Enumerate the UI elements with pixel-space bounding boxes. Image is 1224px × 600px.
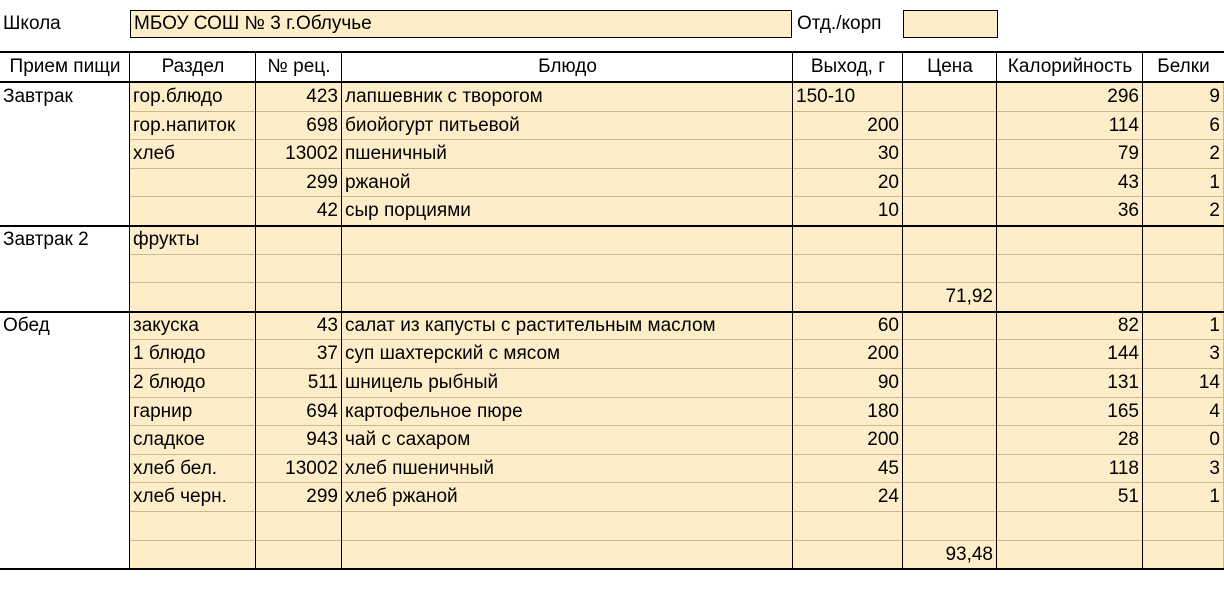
cell-price[interactable] [903,255,997,284]
column-header-cal[interactable]: Калорийность [1007,56,1133,77]
cell-price[interactable] [903,83,997,112]
cell-section[interactable]: хлеб черн. [130,483,256,512]
cell-prot[interactable] [1143,541,1224,570]
breakfast2-group-border [0,311,1224,313]
cell-meal[interactable] [0,398,130,427]
cell-rec[interactable]: 943 [256,426,342,455]
cell-prot[interactable]: 3 [1143,455,1224,484]
column-header-dish[interactable]: Блюдо [538,56,597,77]
school-name-cell[interactable]: МБОУ СОШ № 3 г.Облучье [130,10,792,38]
cell-dish[interactable]: сыр порциями [342,197,793,226]
cell-prot[interactable]: 2 [1143,197,1224,226]
breakfast-group-border [0,225,1224,227]
cell-prot[interactable] [1143,512,1224,541]
cell-dish[interactable] [342,255,793,284]
cell-cal[interactable]: 144 [997,340,1143,369]
cell-meal[interactable] [0,197,130,226]
cell-cal[interactable] [997,541,1143,570]
cell-yield[interactable]: 30 [793,140,903,169]
cell-cal[interactable]: 79 [997,140,1143,169]
cell-meal[interactable] [0,169,130,198]
cell-rec[interactable]: 42 [256,197,342,226]
cell-dish[interactable] [342,541,793,570]
cell-rec[interactable] [256,541,342,570]
header-bottom-border [0,81,1224,83]
cell-section[interactable]: хлеб [130,140,256,169]
cell-price[interactable] [903,140,997,169]
lunch-group-border [0,568,1224,570]
cell-yield[interactable] [793,255,903,284]
cell-prot[interactable]: 4 [1143,398,1224,427]
cell-price[interactable] [903,455,997,484]
column-header-price[interactable]: Цена [927,56,973,77]
cell-yield[interactable] [793,541,903,570]
cell-price[interactable]: 71,92 [903,283,997,312]
cell-yield[interactable]: 200 [793,112,903,141]
cell-price[interactable] [903,340,997,369]
cell-dish[interactable]: биойогурт питьевой [342,112,793,141]
cell-section[interactable] [130,541,256,570]
column-separator [792,51,793,569]
cell-prot[interactable]: 0 [1143,426,1224,455]
cell-rec[interactable] [256,283,342,312]
cell-yield[interactable] [793,283,903,312]
cell-dish[interactable]: шницель рыбный [342,369,793,398]
cell-prot[interactable]: 1 [1143,483,1224,512]
cell-cal[interactable]: 43 [997,169,1143,198]
cell-meal[interactable] [0,255,130,284]
cell-price[interactable] [903,426,997,455]
cell-meal[interactable]: Завтрак [3,86,73,107]
header-top-border [0,51,1224,53]
cell-dish[interactable]: салат из капусты с растительным маслом [342,312,793,341]
cell-section[interactable]: 2 блюдо [130,369,256,398]
cell-cal[interactable]: 51 [997,483,1143,512]
cell-price[interactable] [903,226,997,255]
cell-yield[interactable]: 150-10 [793,83,903,112]
cell-cal[interactable] [997,512,1143,541]
cell-meal[interactable] [0,483,130,512]
cell-section[interactable]: сладкое [130,426,256,455]
cell-yield[interactable]: 90 [793,369,903,398]
cell-rec[interactable]: 13002 [256,140,342,169]
cell-prot[interactable] [1143,283,1224,312]
cell-dish[interactable]: лапшевник с творогом [342,83,793,112]
cell-prot[interactable] [1143,226,1224,255]
column-separator [1142,51,1143,569]
cell-cal[interactable] [997,226,1143,255]
cell-prot[interactable]: 6 [1143,112,1224,141]
column-header-meal[interactable]: Прием пищи [9,56,121,77]
cell-dish[interactable]: картофельное пюре [342,398,793,427]
cell-section[interactable] [130,197,256,226]
cell-yield[interactable]: 10 [793,197,903,226]
cell-dish[interactable] [342,512,793,541]
cell-cal[interactable] [997,283,1143,312]
cell-yield[interactable]: 45 [793,455,903,484]
school-label: Школа [3,13,61,34]
cell-cal[interactable]: 296 [997,83,1143,112]
cell-rec[interactable]: 37 [256,340,342,369]
cell-dish[interactable]: чай с сахаром [342,426,793,455]
cell-dish[interactable]: хлеб ржаной [342,483,793,512]
cell-section[interactable]: фрукты [130,226,256,255]
cell-yield[interactable]: 200 [793,426,903,455]
cell-rec[interactable]: 299 [256,169,342,198]
cell-price[interactable] [903,483,997,512]
cell-yield[interactable]: 24 [793,483,903,512]
cell-prot[interactable]: 1 [1143,312,1224,341]
cell-dish[interactable]: хлеб пшеничный [342,455,793,484]
column-separator [341,51,342,569]
cell-yield[interactable] [793,512,903,541]
cell-rec[interactable] [256,255,342,284]
cell-section[interactable]: гор.блюдо [130,83,256,112]
column-separator [129,51,130,569]
column-header-section[interactable]: Раздел [161,56,225,77]
column-separator [996,51,997,569]
cell-yield[interactable] [793,226,903,255]
cell-rec[interactable]: 13002 [256,455,342,484]
cell-price[interactable]: 93,48 [903,541,997,570]
cell-meal[interactable] [0,512,130,541]
cell-section[interactable] [130,283,256,312]
cell-price[interactable] [903,398,997,427]
column-header-rec[interactable]: № рец. [267,56,331,77]
cell-meal[interactable]: Завтрак 2 [3,229,89,250]
cell-rec[interactable]: 299 [256,483,342,512]
cell-cal[interactable]: 114 [997,112,1143,141]
cell-cal[interactable]: 36 [997,197,1143,226]
cell-meal[interactable] [0,426,130,455]
cell-dish[interactable]: суп шахтерский с мясом [342,340,793,369]
cell-price[interactable] [903,169,997,198]
cell-prot[interactable]: 14 [1143,369,1224,398]
cell-prot[interactable]: 2 [1143,140,1224,169]
cell-meal[interactable] [0,455,130,484]
cell-section[interactable] [130,255,256,284]
cell-yield[interactable]: 200 [793,340,903,369]
cell-meal[interactable] [0,541,130,570]
cell-rec[interactable] [256,512,342,541]
cell-cal[interactable]: 28 [997,426,1143,455]
cell-price[interactable] [903,512,997,541]
cell-prot[interactable] [1143,255,1224,284]
cell-dish[interactable]: пшеничный [342,140,793,169]
dept-label: Отд./корп [797,13,882,34]
column-header-yield[interactable]: Выход, г [810,56,886,77]
cell-cal[interactable]: 82 [997,312,1143,341]
cell-prot[interactable]: 3 [1143,340,1224,369]
cell-section[interactable] [130,512,256,541]
cell-rec[interactable]: 423 [256,83,342,112]
cell-price[interactable] [903,112,997,141]
cell-price[interactable] [903,197,997,226]
cell-yield[interactable]: 60 [793,312,903,341]
cell-cal[interactable] [997,255,1143,284]
cell-cal[interactable]: 118 [997,455,1143,484]
cell-yield[interactable]: 20 [793,169,903,198]
cell-rec[interactable]: 511 [256,369,342,398]
cell-section[interactable]: хлеб бел. [130,455,256,484]
column-header-prot[interactable]: Белки [1157,56,1210,77]
cell-prot[interactable]: 1 [1143,169,1224,198]
cell-meal[interactable]: Обед [3,314,50,336]
column-separator [255,51,256,569]
cell-meal[interactable] [0,369,130,398]
cell-rec[interactable]: 694 [256,398,342,427]
cell-rec[interactable]: 43 [256,312,342,341]
cell-dish[interactable]: ржаной [342,169,793,198]
cell-dish[interactable] [342,226,793,255]
cell-dish[interactable] [342,283,793,312]
cell-meal[interactable] [0,283,130,312]
cell-rec[interactable]: 698 [256,112,342,141]
cell-rec[interactable] [256,226,342,255]
cell-section[interactable] [130,169,256,198]
cell-yield[interactable]: 180 [793,398,903,427]
cell-meal[interactable] [0,340,130,369]
column-separator [902,51,903,569]
cell-cal[interactable]: 131 [997,369,1143,398]
cell-price[interactable] [903,369,997,398]
dept-value-cell[interactable] [903,10,998,38]
cell-prot[interactable]: 9 [1143,83,1224,112]
cell-meal[interactable] [0,140,130,169]
cell-price[interactable] [903,312,997,341]
cell-cal[interactable]: 165 [997,398,1143,427]
cell-section[interactable]: гор.напиток [130,112,256,141]
cell-meal[interactable] [0,112,130,141]
cell-section[interactable]: 1 блюдо [130,340,256,369]
cell-section[interactable]: закуска [130,312,256,341]
cell-section[interactable]: гарнир [130,398,256,427]
